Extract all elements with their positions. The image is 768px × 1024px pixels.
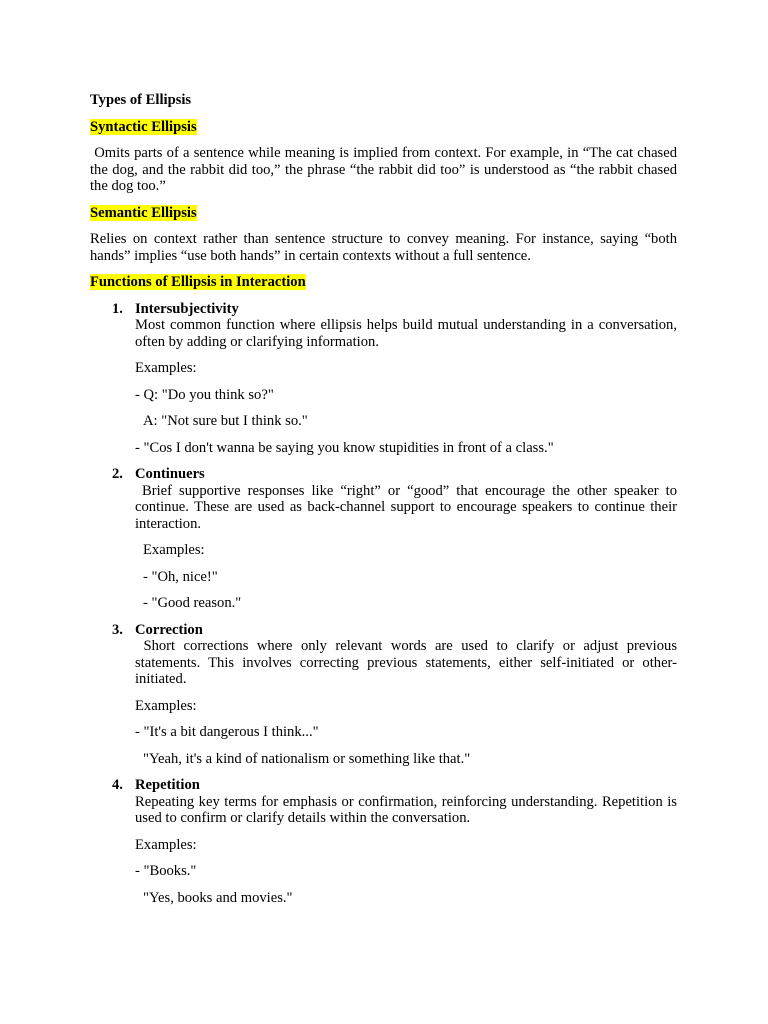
item-number: 1. <box>112 300 123 317</box>
item-title: Intersubjectivity <box>135 300 239 317</box>
functions-heading <box>90 274 677 291</box>
semantic-heading <box>90 205 677 222</box>
item-number: 2. <box>112 466 123 482</box>
item-number: 4. <box>112 777 123 793</box>
list-item <box>90 622 677 768</box>
example-line: A: "Not sure but I think so." <box>143 413 308 429</box>
examples-label: Examples: <box>143 542 205 558</box>
syntactic-heading <box>90 119 677 136</box>
semantic-heading-text: Semantic Ellipsis <box>90 204 197 221</box>
semantic-paragraph: Relies on context rather than sentence structure to convey meaning. For instance, saying “both hands” implies “use both hands” in certain contexts without a full sentence. <box>90 231 677 264</box>
example-line: "Yeah, it's a kind of nationalism or something like that." <box>143 750 471 767</box>
example-line: - "It's a bit dangerous I think..." <box>135 724 319 740</box>
examples-label: Examples: <box>135 360 197 376</box>
item-number: 3. <box>112 621 123 638</box>
document-page <box>90 92 677 916</box>
example-line: - "Good reason." <box>143 595 242 611</box>
item-title: Correction <box>135 621 203 638</box>
item-title: Continuers <box>135 466 205 482</box>
syntactic-heading-text: Syntactic Ellipsis <box>90 118 197 135</box>
document-title: Types of Ellipsis <box>90 92 192 108</box>
example-line: - "Books." <box>135 863 197 879</box>
examples-label: Examples: <box>135 836 197 853</box>
list-item <box>90 777 677 906</box>
functions-list <box>90 301 677 907</box>
syntactic-paragraph: Omits parts of a sentence while meaning is implied from context. For example, in “The cat chased the dog, and the rabbit did too,” the phrase “the rabbit did too” is understood as “the rabbit chased the dog too.” <box>90 145 677 194</box>
list-item <box>90 466 677 612</box>
item-title: Repetition <box>135 777 200 793</box>
item-description: Short corrections where only relevant words are used to clarify or adjust previous statements. This involves correcting previous statements, either self-initiated or other-initiated. <box>135 638 677 687</box>
example-line: - "Oh, nice!" <box>143 568 218 585</box>
example-line: "Yes, books and movies." <box>143 889 293 906</box>
functions-heading-text: Functions of Ellipsis in Interaction <box>90 274 306 290</box>
examples-label: Examples: <box>135 697 197 714</box>
item-description: Brief supportive responses like “right” or “good” that encourage the other speaker to continue. These are used as back-channel support to encourage speakers to continue their interaction. <box>135 482 677 532</box>
example-line: - Q: "Do you think so?" <box>135 386 274 403</box>
item-description: Most common function where ellipsis helps build mutual understanding in a conversation, often by adding or clarifying information. <box>135 317 677 350</box>
list-item <box>90 301 677 457</box>
example-line: - "Cos I don't wanna be saying you know stupidities in front of a class." <box>135 439 554 456</box>
item-description: Repeating key terms for emphasis or confirmation, reinforcing understanding. Repetition is used to confirm or clarify details within the conversation. <box>135 793 677 826</box>
